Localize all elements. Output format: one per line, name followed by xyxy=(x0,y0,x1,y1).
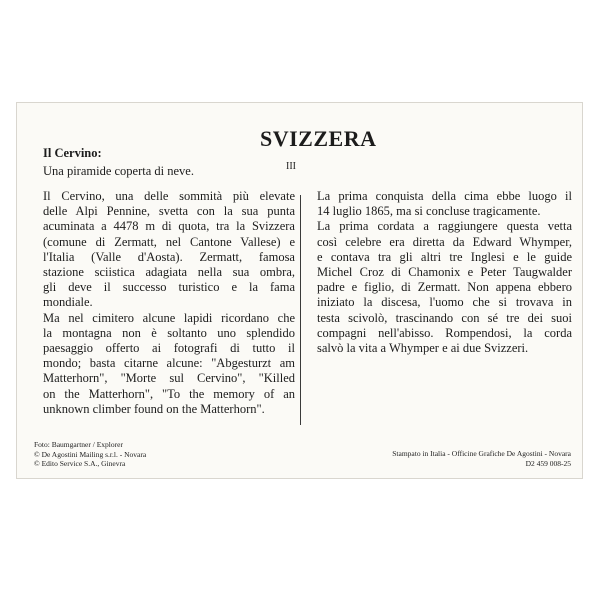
text-line: padre e figlio, di Zermatt. Non appena ebbero xyxy=(317,280,572,295)
text-line: l'Italia (Valle d'Aosta). Zermatt, famosa xyxy=(43,249,295,264)
text-line: delle Alpi Pennine, svetta con la sua punta xyxy=(43,204,295,219)
text-line: iniziato la discesa, l'uomo che si trovava in xyxy=(317,295,572,310)
copyright-line: © Edito Service S.A., Ginevra xyxy=(34,459,126,468)
left-text-column xyxy=(43,189,295,417)
text-line: stazione sciistica adagiata nella sua ombra, xyxy=(43,265,295,280)
text-line: salvò la vita a Whymper e ai due Svizzeri. xyxy=(317,341,529,356)
product-code: D2 459 008-25 xyxy=(525,458,571,468)
text-line: compagni nell'abisso. Rompendosi, la corda xyxy=(317,325,572,340)
text-line: (comune di Zermatt, nel Cantone Vallese) e xyxy=(43,234,295,249)
footer-printer xyxy=(392,449,571,468)
text-line: unknown climber found on the Matterhorn". xyxy=(43,401,265,416)
text-line: mondo; basta citarne alcune: "Abgesturzt am xyxy=(43,356,295,371)
text-line: on the Matterhorn", "To the memory of an xyxy=(43,386,295,401)
text-line: Ma nel cimitero alcune lapidi ricordano che xyxy=(43,310,295,325)
subject-name: Il Cervino: xyxy=(43,146,102,160)
text-line: La prima conquista della cima ebbe luogo il xyxy=(317,189,572,203)
printer-info: Stampato in Italia - Officine Grafiche De Agostini - Novara xyxy=(392,449,571,458)
text-line: testa scivolò, trascinando con sé tre dei suoi xyxy=(317,310,572,325)
text-line: 14 luglio 1865, ma si concluse tragicamente. xyxy=(317,204,541,219)
text-line: La prima cordata a raggiungere questa vetta xyxy=(317,219,572,234)
text-line: così celebre era diretta da Edward Whymper, xyxy=(317,234,572,249)
photo-credit: Foto: Baumgartner / Explorer xyxy=(34,440,123,449)
card-title: SVIZZERA xyxy=(260,126,377,151)
copyright-line: © De Agostini Mailing s.r.l. - Novara xyxy=(34,449,147,459)
footer-credits xyxy=(34,440,146,469)
text-line: Il Cervino, una delle sommità più elevate xyxy=(43,189,295,203)
text-line: gli deve il successo turistico e la fama xyxy=(43,280,295,295)
text-line: la montagna non è soltanto uno splendido xyxy=(43,325,295,340)
text-line: Matterhorn", "Morte sul Cervino", "Killed xyxy=(43,371,295,386)
text-line: e contava tra gli altri tre Inglesi e le guide xyxy=(317,249,572,264)
column-divider xyxy=(300,195,301,425)
text-line: mondiale. xyxy=(43,295,93,310)
text-line: acuminata a 4478 m di quota, tra la Svizzera xyxy=(43,219,295,234)
text-line: Michel Croz di Chamonix e Peter Taugwalder xyxy=(317,265,572,280)
card-number: III xyxy=(286,161,296,172)
right-text-column xyxy=(317,189,572,356)
text-line: paesaggio offerto ai fotografi di tutto il xyxy=(43,341,295,356)
subject-description: Una piramide coperta di neve. xyxy=(43,164,194,178)
